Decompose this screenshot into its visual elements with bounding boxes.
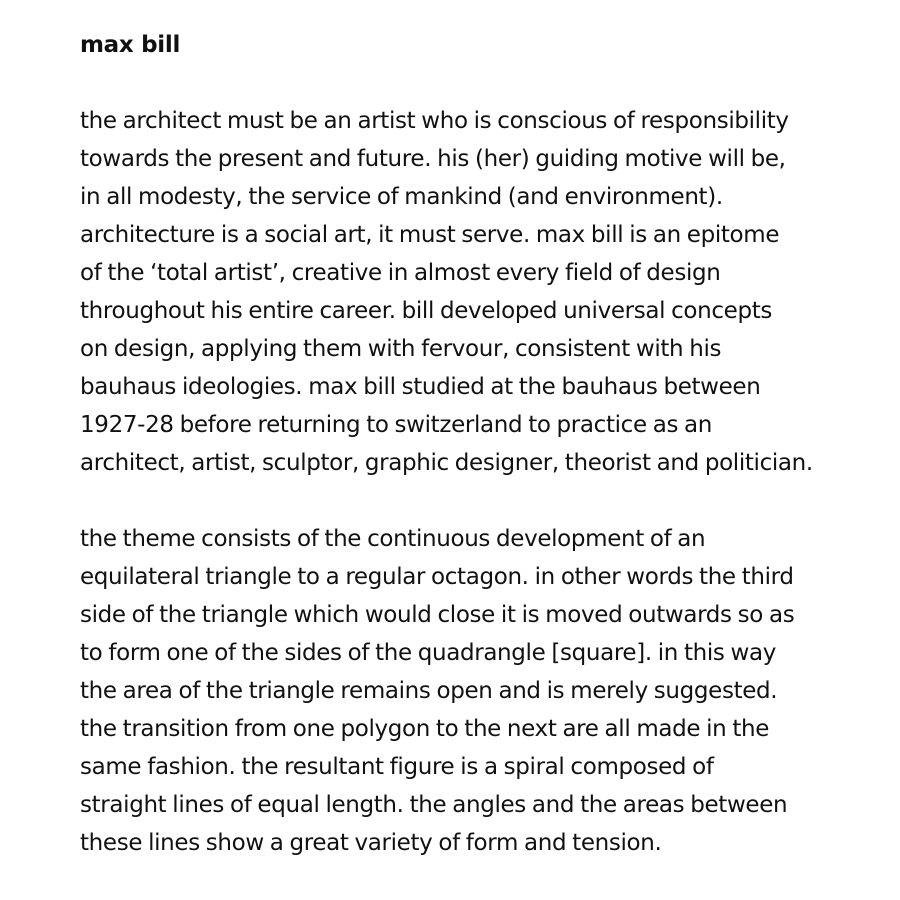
text-line: the theme consists of the continuous development of an xyxy=(80,526,706,552)
text-line: towards the present and future. his (her) guiding motive will be, xyxy=(80,146,786,172)
text-line: equilateral triangle to a regular octagon. in other words the third xyxy=(80,564,794,590)
text-line: architecture is a social art, it must serve. max bill is an epitome xyxy=(80,222,780,248)
text-line: bauhaus ideologies. max bill studied at the bauhaus between xyxy=(80,374,761,400)
document-title: max bill xyxy=(80,32,181,58)
text-line: same fashion. the resultant figure is a spiral composed of xyxy=(80,754,714,780)
document-page xyxy=(80,26,895,862)
text-line: the transition from one polygon to the next are all made in the xyxy=(80,716,770,742)
text-line: side of the triangle which would close it is moved outwards so as xyxy=(80,602,795,628)
text-line: throughout his entire career. bill developed universal concepts xyxy=(80,298,773,324)
text-line: of the ‘total artist’, creative in almost every field of design xyxy=(80,260,721,286)
text-line: the area of the triangle remains open and is merely suggested. xyxy=(80,678,778,704)
text-line: these lines show a great variety of form and tension. xyxy=(80,830,662,856)
text-line: on design, applying them with fervour, consistent with his xyxy=(80,336,722,362)
text-line: architect, artist, sculptor, graphic designer, theorist and politician. xyxy=(80,450,813,476)
text-line: to form one of the sides of the quadrangle [square]. in this way xyxy=(80,640,776,666)
text-line: in all modesty, the service of mankind (and environment). xyxy=(80,184,723,210)
paragraph-architect xyxy=(80,102,895,482)
text-line: straight lines of equal length. the angles and the areas between xyxy=(80,792,788,818)
text-line: the architect must be an artist who is conscious of responsibility xyxy=(80,108,789,134)
paragraph-theme xyxy=(80,520,895,862)
text-line: 1927-28 before returning to switzerland to practice as an xyxy=(80,412,713,438)
